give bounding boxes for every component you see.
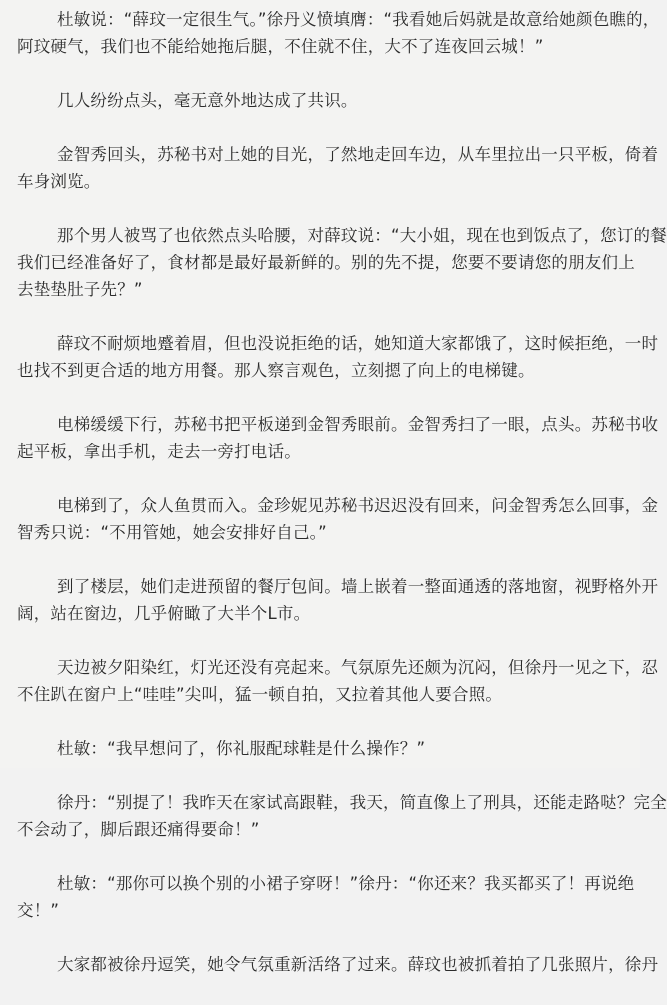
paragraph-9 <box>0 654 659 708</box>
paragraph-line: 那个男人被骂了也依然点头哈腰，对薛玟说：“大小姐，现在也到饭点了，您订的餐 <box>57 226 667 245</box>
paragraph-line: 电梯缓缓下行，苏秘书把平板递到金智秀眼前。金智秀扫了一眼，点头。苏秘书收 <box>57 415 659 434</box>
paragraph-line: 大家都被徐丹逗笑，她令气氛重新活络了过来。薛玟也被抓着拍了几张照片，徐丹 <box>57 955 659 974</box>
paragraph-line: 交！” <box>17 901 60 920</box>
paragraph-line: 起平板，拿出手机，走去一旁打电话。 <box>17 442 301 461</box>
paragraph-7 <box>0 492 659 546</box>
paragraph-line: 天边被夕阳染红，灯光还没有亮起来。气氛原先还颇为沉闷，但徐丹一见之下，忍 <box>57 658 659 677</box>
paragraph-line: 也找不到更合适的地方用餐。那人察言观色，立刻摁了向上的电梯键。 <box>17 361 535 380</box>
paragraph-line: 不住趴在窗户上“哇哇”尖叫，猛一顿自拍，又拉着其他人要合照。 <box>17 685 503 704</box>
paragraph-line: 智秀只说：“不用管她，她会安排好自己。” <box>17 523 327 542</box>
paragraph-line: 阔，站在窗边，几乎俯瞰了大半个L市。 <box>17 604 311 623</box>
novel-text-body <box>0 6 667 1005</box>
paragraph-line: 金智秀回头，苏秘书对上她的目光，了然地走回车边，从车里拉出一只平板，倚着 <box>57 145 659 164</box>
paragraph-8 <box>0 573 659 627</box>
paragraph-5 <box>0 330 659 384</box>
paragraph-11 <box>0 789 667 843</box>
paragraph-10 <box>0 735 640 762</box>
paragraph-line: 杜敏：“那你可以换个别的小裙子穿呀！”徐丹：“你还来？我买都买了！再说绝 <box>57 874 635 893</box>
paragraph-line: 几人纷纷点头，毫无意外地达成了共识。 <box>57 91 358 110</box>
paragraph-line: 我们已经准备好了，食材都是最好最新鲜的。别的先不提，您要不要请您的朋友们上 <box>17 253 635 272</box>
paragraph-line: 电梯到了，众人鱼贯而入。金珍妮见苏秘书迟迟没有回来，问金智秀怎么回事，金 <box>57 496 659 515</box>
paragraph-1 <box>0 6 660 60</box>
paragraph-line: 薛玟不耐烦地蹙着眉，但也没说拒绝的话，她知道大家都饿了，这时候拒绝，一时 <box>57 334 659 353</box>
paragraph-3 <box>0 141 659 195</box>
paragraph-line: 阿玟硬气，我们也不能给她拖后腿，不住就不住，大不了连夜回云城！” <box>17 37 544 56</box>
paragraph-line: 到了楼层，她们走进预留的餐厅包间。墙上嵌着一整面通透的落地窗，视野格外开 <box>57 577 659 596</box>
paragraph-line: 杜敏说：“薛玟一定很生气。”徐丹义愤填膺：“我看她后妈就是故意给她颜色瞧的， <box>57 10 660 29</box>
paragraph-6 <box>0 411 659 465</box>
paragraph-4 <box>0 222 667 303</box>
paragraph-12 <box>0 870 640 924</box>
paragraph-line: 车身浏览。 <box>17 172 101 191</box>
paragraph-line: 去垫垫肚子先？” <box>17 280 143 299</box>
paragraph-13 <box>0 951 659 978</box>
paragraph-line: 不会动了，脚后跟还痛得要命！” <box>17 820 260 839</box>
paragraph-2 <box>0 87 640 114</box>
paragraph-line: 徐丹：“别提了！我昨天在家试高跟鞋，我天，简直像上了刑具，还能走路哒？完全 <box>57 793 667 812</box>
paragraph-line: 杜敏：“我早想问了，你礼服配球鞋是什么操作？” <box>57 739 426 758</box>
